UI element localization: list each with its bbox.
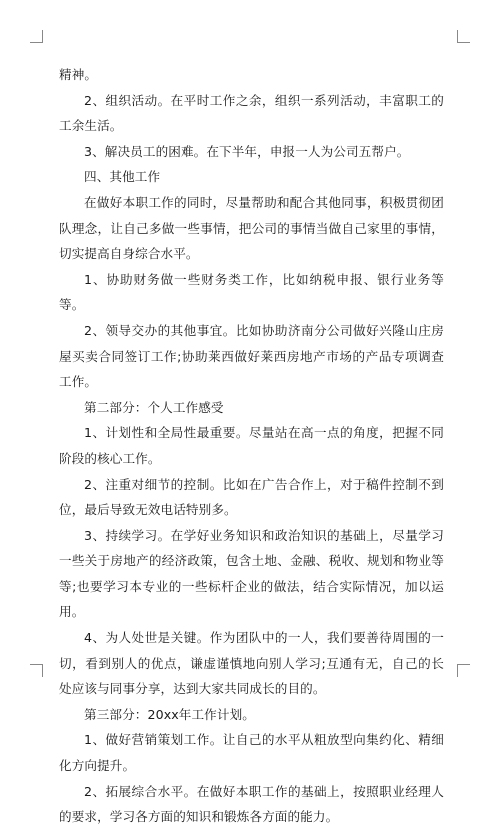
paragraph-teamwork: 在做好本职工作的同时，尽量帮助和配合其他同事，积极贯彻团队理念，让自己多做一些事情，把公司的事情当做自己家里的事情，切实提高自身综合水平。 [59, 194, 444, 262]
paragraph-organize-activities: 2、组织活动。在平时工作之余，组织一系列活动，丰富职工的工余生活。 [59, 92, 444, 134]
crop-mark-bottom-left [30, 664, 43, 677]
section-heading-part-two: 第二部分：个人工作感受 [84, 399, 224, 415]
paragraph-planning: 1、计划性和全局性最重要。尽量站在高一点的角度，把握不同阶段的核心工作。 [59, 425, 444, 466]
section-heading-other-work: 四、其他工作 [84, 169, 161, 185]
paragraph-interpersonal: 4、为人处世是关键。作为团队中的一人，我们要善待周围的一切，看到别人的优点，谦虚谨慎地向别人学习;互通有无，自己的长处应该与同事分享，达到大家共同成长的目的。 [59, 630, 444, 697]
paragraph-continuation: 精神。 [59, 67, 98, 82]
paragraph-marketing-planning: 1、做好营销策划工作。让自己的水平从粗放型向集约化、精细化方向提升。 [59, 732, 444, 774]
paragraph-leader-assignments: 2、领导交办的其他事宜。比如协助济南分公司做好兴隆山庄房屋买卖合同签订工作;协助莱西做好莱西房地产市场的产品专项调查工作。 [59, 322, 444, 390]
crop-mark-bottom-right [457, 664, 470, 677]
paragraph-solve-difficulties: 3、解决员工的困难。在下半年，申报一人为公司五帮户。 [84, 143, 410, 159]
crop-mark-top-right [457, 30, 470, 43]
crop-mark-top-left [30, 30, 43, 43]
paragraph-assist-finance: 1、协助财务做一些财务类工作，比如纳税申报、银行业务等等。 [59, 271, 444, 313]
paragraph-continuous-learning: 3、持续学习。在学好业务知识和政治知识的基础上，尽量学习一些关于房地产的经济政策，包含土地、金融、税收、规划和物业等等;也要学习本专业的一些标杆企业的做法，结合实际情况，加以运用。 [59, 527, 444, 620]
document-body [59, 62, 444, 830]
paragraph-expand-skills: 2、拓展综合水平。在做好本职工作的基础上，按照职业经理人的要求，学习各方面的知识和锻炼各方面的能力。 [59, 783, 444, 825]
paragraph-detail-control: 2、注重对细节的控制。比如在广告合作上，对于稿件控制不到位，最后导致无效电话特别多。 [59, 476, 444, 518]
section-heading-part-three: 第三部分：20xx年工作计划。 [84, 706, 255, 722]
